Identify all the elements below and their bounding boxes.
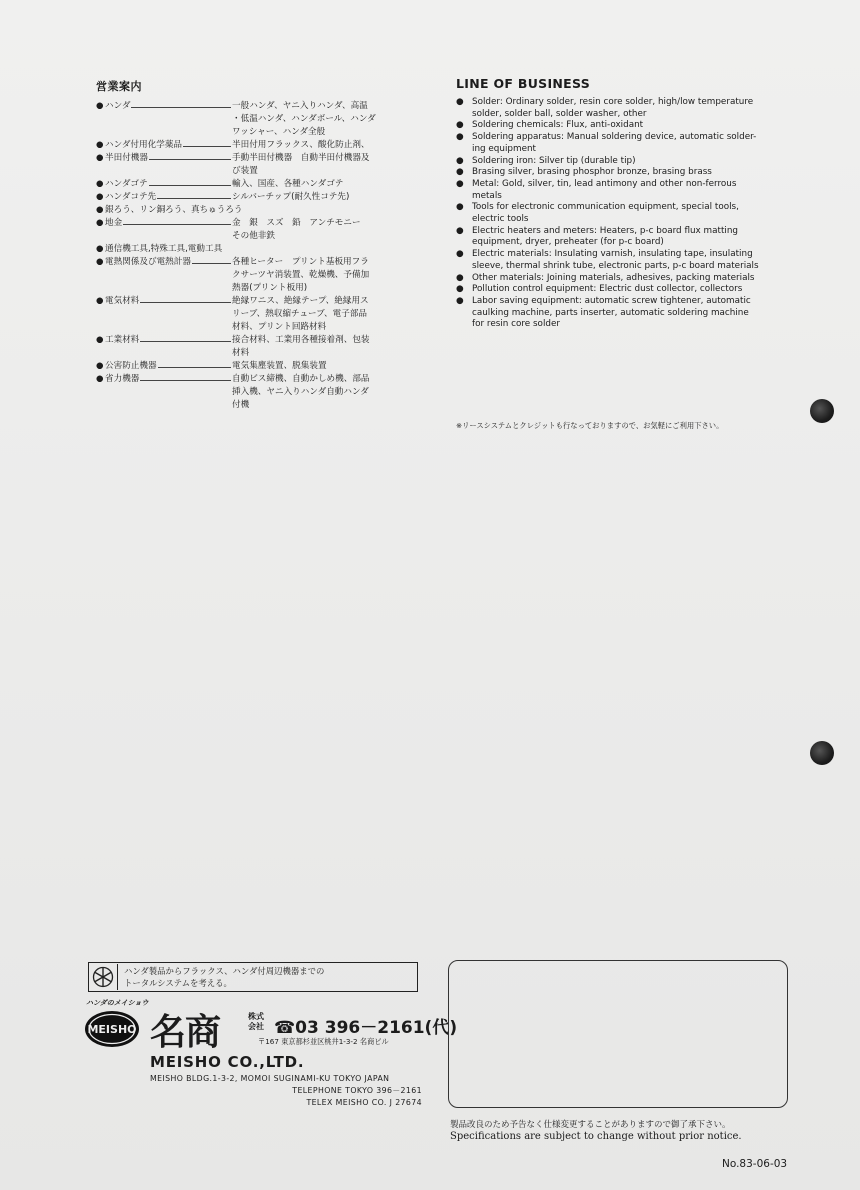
en-list-item: [456, 226, 816, 249]
bullet-icon: ●: [456, 249, 464, 260]
jp-list-row: [96, 360, 426, 373]
leader-line: [140, 334, 231, 342]
jp-item-line: ワッシャー、ハンダ全般: [232, 127, 326, 137]
en-item-text: [472, 202, 739, 225]
jp-item-line: 挿入機、ヤニ入りハンダ自動ハンダ: [232, 387, 369, 397]
jp-item-line: 金 銀 スズ 鉛 アンチモニー: [232, 218, 361, 228]
jp-items: [232, 256, 426, 295]
jp-category-label: 地金: [105, 218, 123, 228]
leader-line: [140, 295, 231, 303]
jp-list-row: [96, 204, 426, 217]
jp-list-row: [96, 334, 426, 360]
en-item-line: Electric materials: Insulating varnish, insulating tape, insulating: [472, 249, 753, 260]
jp-list-row: [96, 373, 426, 412]
en-list-item: [456, 273, 816, 285]
jp-items: [232, 139, 426, 152]
en-item-line: metals: [472, 190, 502, 201]
en-item-line: Soldering iron: Silver tip (durable tip): [472, 155, 636, 166]
jp-heading: 営業案内: [96, 80, 142, 93]
en-item-line: Other materials: Joining materials, adhesives, packing materials: [472, 272, 755, 283]
en-item-text: [472, 273, 755, 285]
en-item-line: caulking machine, parts inserter, automatic soldering machine: [472, 307, 749, 318]
en-item-line: ing equipment: [472, 143, 537, 154]
en-item-line: sleeve, thermal shrink tube, electronic parts, p-c board materials: [472, 260, 759, 271]
punch-hole-lower: [810, 741, 834, 765]
bullet-icon: ●: [96, 257, 104, 267]
leader-line: [131, 100, 231, 108]
jp-items: [232, 217, 426, 243]
jp-item-line: 一般ハンダ、ヤニ入りハンダ、高温: [232, 101, 368, 111]
en-item-line: Soldering apparatus: Manual soldering device, automatic solder-: [472, 132, 757, 143]
bullet-icon: ●: [96, 192, 104, 202]
bullet-icon: ●: [96, 140, 104, 150]
slogan-box: [88, 962, 418, 992]
jp-item-line: 半田付用フラックス、酸化防止剤、: [232, 140, 370, 150]
leader-line: [157, 191, 231, 199]
bullet-icon: ●: [96, 205, 104, 215]
en-item-text: [472, 120, 643, 132]
jp-item-line: クサーツヤ消装置、乾燥機、予備加: [232, 270, 370, 280]
bullet-icon: ●: [96, 179, 104, 189]
en-items: [456, 97, 816, 331]
company-name-english: MEISHO CO.,LTD.: [150, 1053, 305, 1071]
meisho-emblem-logo: [83, 1009, 141, 1049]
jp-list-row: [96, 217, 426, 243]
en-list-item: [456, 97, 816, 120]
address-english: MEISHO BLDG.1-3-2, MOMOI SUGINAMI-KU TOKYO JAPAN TELEPHONE TOKYO 396－2161 TELEX MEISHO CO. J 27674: [150, 1074, 422, 1107]
leader-line: [183, 139, 231, 147]
leader-line: [140, 373, 231, 381]
bullet-icon: ●: [456, 272, 464, 283]
bullet-icon: ●: [96, 218, 104, 228]
bullet-icon: ●: [456, 202, 464, 213]
en-item-line: Electric heaters and meters: Heaters, p-c board flux matting: [472, 225, 739, 236]
en-item-text: [472, 97, 753, 120]
en-item-line: electric tools: [472, 214, 529, 225]
bullet-icon: ●: [456, 295, 464, 306]
japanese-business-list: [96, 78, 426, 412]
jp-item-line: 電気集塵装置、脱集装置: [232, 361, 327, 371]
en-heading: LINE OF BUSINESS: [456, 76, 591, 91]
lease-note: ※リースシステムとクレジットも行なっておりますので、お気軽にご利用下さい。: [456, 421, 724, 430]
jp-item-line: 材料: [232, 348, 250, 358]
jp-category: [96, 139, 232, 152]
svg-text:MEISHO: MEISHO: [87, 1023, 137, 1036]
en-item-line: Pollution control equipment: Electric dust collector, collectors: [472, 284, 743, 295]
jp-item-line: 材料、プリント回路材料: [232, 322, 327, 332]
bullet-icon: ●: [456, 155, 464, 166]
jp-category: [96, 295, 232, 334]
jp-list-row: [96, 295, 426, 334]
en-item-line: Soldering chemicals: Flux, anti-oxidant: [472, 120, 644, 131]
en-list-item: [456, 179, 816, 202]
en-item-text: [472, 156, 636, 168]
jp-items: [232, 373, 426, 412]
jp-category: [96, 100, 232, 139]
jp-category-label: 工業材料: [105, 335, 140, 345]
en-list-item: [456, 167, 816, 179]
jp-category-label: ハンダ: [105, 101, 131, 111]
en-list-item: [456, 202, 816, 225]
punch-hole-upper: [810, 399, 834, 423]
jp-category-label: ハンダ付用化学薬品: [105, 140, 183, 150]
jp-item-line: 各種ヒーター プリント基板用フラ: [232, 257, 369, 267]
jp-category: [96, 243, 222, 256]
jp-item-line: 自動ビス締機、自動かしめ機、部品: [232, 374, 370, 384]
jp-item-line: 接合材料、工業用各種接着剤、包装: [232, 335, 370, 345]
bullet-icon: ●: [96, 296, 104, 306]
jp-item-line: 輸入、国産、各種ハンダゴテ: [232, 179, 344, 189]
address-japanese: 〒167 東京都杉並区桃井1-3-2 名商ビル: [258, 1037, 389, 1046]
jp-items: [232, 152, 426, 178]
bullet-icon: ●: [456, 167, 464, 178]
jp-category: [96, 217, 232, 243]
jp-item-line: シルバーチップ(耐久性コテ先): [232, 192, 350, 202]
leader-line: [149, 152, 231, 160]
jp-list-row: [96, 256, 426, 295]
english-business-list: [456, 76, 816, 331]
jp-items: [232, 334, 426, 360]
en-item-line: Tools for electronic communication equipment, special tools,: [472, 202, 739, 213]
en-item-text: [472, 226, 738, 249]
jp-item-line: ・低温ハンダ、ハンダボール、ハンダ: [232, 114, 376, 124]
en-item-line: Metal: Gold, silver, tin, lead antimony and other non-ferrous: [472, 178, 737, 189]
bullet-icon: ●: [456, 284, 464, 295]
jp-item-line: 熱器(プリント板用): [232, 283, 308, 293]
document-number: No.83-06-03: [722, 1158, 788, 1170]
bullet-icon: ●: [96, 101, 104, 111]
en-list-item: [456, 249, 816, 272]
jp-category-label: 銀ろう、リン銅ろう、真ちゅうろう: [105, 205, 243, 215]
bullet-icon: ●: [96, 244, 104, 254]
jp-category: [96, 178, 232, 191]
en-item-line: Brasing silver, brasing phosphor bronze, brasing brass: [472, 167, 712, 178]
jp-category-label: ハンダゴテ: [105, 179, 148, 189]
jp-list-row: [96, 191, 426, 204]
jp-category: [96, 191, 232, 204]
jp-list-row: [96, 243, 426, 256]
bullet-icon: ●: [96, 335, 104, 345]
jp-category-label: 電熱関係及び電熱計器: [105, 257, 191, 267]
jp-category-label: 省力機器: [105, 374, 140, 384]
jp-list-row: [96, 152, 426, 178]
brand-tagline: ハンダのメイショウ: [86, 999, 149, 1007]
leader-line: [192, 256, 231, 264]
bullet-icon: ●: [456, 225, 464, 236]
bullet-icon: ●: [456, 120, 464, 131]
jp-items: [243, 204, 426, 217]
jp-items: [232, 100, 426, 139]
en-list-item: [456, 296, 816, 331]
en-item-line: for resin core solder: [472, 319, 560, 330]
phone-number: ☎03 396－2161(代): [274, 1018, 458, 1038]
bullet-icon: ●: [96, 374, 104, 384]
en-item-text: [472, 296, 751, 331]
jp-item-line: リーブ、熱収縮チューブ、電子部品: [232, 309, 368, 319]
snowflake-emblem-icon: [89, 964, 118, 990]
en-item-text: [472, 249, 759, 272]
jp-category: [96, 152, 232, 178]
en-list-item: [456, 156, 816, 168]
jp-item-line: 絶縁ワニス、絶縁テープ、絶縁用ス: [232, 296, 369, 306]
jp-list-row: [96, 139, 426, 152]
jp-items: [222, 243, 426, 256]
jp-category: [96, 373, 232, 412]
jp-item-line: 付機: [232, 400, 250, 410]
bullet-icon: ●: [96, 361, 104, 371]
en-item-line: equipment, dryer, preheater (for p-c board): [472, 237, 664, 248]
en-item-text: [472, 167, 712, 179]
en-item-line: Solder: Ordinary solder, resin core solder, high/low temperature: [472, 97, 754, 107]
kabushiki-kaisha-label: 株式 会社: [248, 1012, 264, 1031]
leader-line: [123, 217, 231, 225]
bullet-icon: ●: [456, 97, 464, 107]
en-item-text: [472, 179, 736, 202]
jp-list-row: [96, 178, 426, 191]
jp-rows: [96, 100, 426, 412]
dealer-stamp-box: [448, 960, 788, 1108]
leader-line: [149, 178, 231, 186]
spec-notice-english: Specifications are subject to change without prior notice.: [450, 1131, 742, 1142]
jp-items: [232, 178, 426, 191]
en-list-item: [456, 120, 816, 132]
en-list-item: [456, 132, 816, 155]
company-logo-kanji: 名商: [150, 1011, 221, 1053]
bullet-icon: ●: [456, 178, 464, 189]
en-item-text: [472, 284, 742, 296]
spec-notice-japanese: 製品改良のため予告なく仕様変更することがありますので御了承下さい。: [450, 1120, 731, 1130]
jp-category-label: ハンダコテ先: [105, 192, 157, 202]
slogan-text: ハンダ製品からフラックス、ハンダ付周辺機器までの トータルシステムを考える。: [124, 966, 325, 988]
en-item-line: Labor saving equipment: automatic screw tightener, automatic: [472, 295, 751, 306]
jp-category: [96, 256, 232, 295]
jp-items: [232, 191, 426, 204]
jp-category: [96, 334, 232, 360]
bullet-icon: ●: [456, 132, 464, 143]
jp-item-line: び装置: [232, 166, 258, 176]
en-item-text: [472, 132, 756, 155]
en-item-line: solder, solder ball, solder washer, other: [472, 108, 647, 119]
bullet-icon: ●: [96, 153, 104, 163]
jp-category-label: 電気材料: [105, 296, 140, 306]
jp-category-label: 公害防止機器: [105, 361, 157, 371]
jp-category: [96, 204, 243, 217]
jp-item-line: 手動半田付機器 自動半田付機器及: [232, 153, 370, 163]
jp-category-label: 半田付機器: [105, 153, 148, 163]
jp-item-line: その他非鉄: [232, 231, 275, 241]
en-list-item: [456, 284, 816, 296]
jp-items: [232, 360, 426, 373]
jp-items: [232, 295, 426, 334]
jp-list-row: [96, 100, 426, 139]
leader-line: [158, 360, 231, 368]
jp-category: [96, 360, 232, 373]
jp-category-label: 通信機工具,特殊工具,電動工具: [105, 244, 223, 254]
